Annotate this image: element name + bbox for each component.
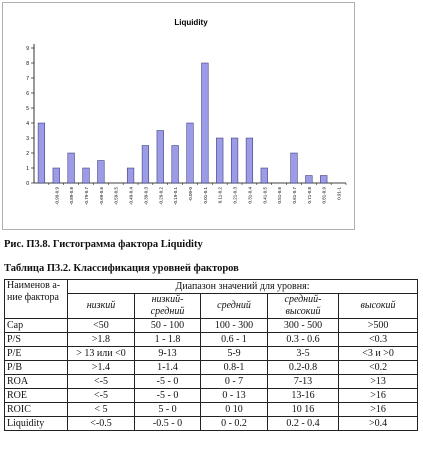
range-value-cell: 0.6 - 1 [201,333,268,347]
histogram-bar [306,176,313,184]
range-value-cell: -5 - 0 [135,375,201,389]
y-tick-label: 8 [26,61,29,67]
range-value-cell: -5 - 0 [135,389,201,403]
range-value-cell: <3 и >0 [339,347,418,361]
level-header: низкий [68,294,135,319]
x-tick-label: -0.79-0.7 [84,187,89,206]
range-value-cell: 50 - 100 [135,319,201,333]
range-value-cell: 0.2-0.8 [268,361,339,375]
y-tick-label: 0 [26,181,29,187]
histogram-bar [291,153,298,183]
range-value-cell: >1.8 [68,333,135,347]
range-value-cell: >16 [339,389,418,403]
y-tick-label: 7 [26,76,29,82]
range-value-cell: >13 [339,375,418,389]
x-tick-label: 0.61-0.7 [292,187,297,204]
x-tick-label: 0.91-1 [336,187,342,200]
range-value-cell: <-5 [68,375,135,389]
x-tick-label: 0.31-0.4 [247,187,253,204]
y-tick-label: 1 [26,166,29,172]
table-row [5,375,418,389]
histogram-bar [98,161,105,184]
histogram-bar [53,168,60,183]
range-value-cell: <50 [68,319,135,333]
table-header-row [5,280,418,294]
table-body [5,319,418,431]
level-header: средний-высокий [268,294,339,319]
factor-name-header [5,280,68,319]
range-value-cell: 0 - 0.2 [201,417,268,431]
table-row [5,333,418,347]
table-row [5,389,418,403]
x-tick-label: -0.39-0.3 [143,187,149,206]
range-value-cell: 300 - 500 [268,319,339,333]
range-value-cell: >16 [339,403,418,417]
x-tick-label: 0.51-0.6 [277,187,283,204]
range-value-cell: 0.3 - 0.6 [268,333,339,347]
x-tick-label: -0.69-0.6 [98,187,104,206]
histogram-bar [231,138,238,183]
y-tick-label: 6 [26,91,29,97]
x-tick-label: 0.21-0.3 [232,187,238,204]
range-value-cell: 13-16 [268,389,339,403]
range-value-cell: 5-9 [201,347,268,361]
range-value-cell: 3-5 [268,347,339,361]
range-value-cell: 0 10 [201,403,268,417]
x-tick-label: 0.81-0.9 [321,187,327,204]
table-row [5,417,418,431]
factor-name-cell: ROE [5,389,68,403]
x-tick-label: -0.09-0 [188,187,193,202]
range-value-cell: >1.4 [68,361,135,375]
range-value-cell: 0 - 13 [201,389,268,403]
x-tick-label: -0.29-0.2 [158,187,164,206]
range-value-cell: <0.2 [339,361,418,375]
range-value-cell: <0.3 [339,333,418,347]
range-value-cell: <-5 [68,389,135,403]
histogram-bar [68,153,75,183]
x-tick-label: -0.99-0.9 [54,187,60,206]
factor-name-cell: ROA [5,375,68,389]
level-header: средний [201,294,268,319]
histogram-bar [127,168,134,183]
x-tick-label: -0.19-0.1 [173,187,179,206]
range-value-cell: >0.4 [339,417,418,431]
table-caption: Таблица П3.2. Классификация уровней факторов [4,263,239,274]
range-value-cell: >500 [339,319,418,333]
factor-name-cell: P/B [5,361,68,375]
range-value-cell: 1 - 1.8 [135,333,201,347]
histogram-bar [142,146,149,184]
range-value-cell: 0 - 7 [201,375,268,389]
x-tick-label: 0.41-0.5 [262,187,268,204]
level-header: низкий-средний [135,294,201,319]
x-tick-label: -0.89-0.8 [69,187,75,206]
factor-classification-table [4,279,418,431]
figure-caption: Рис. П3.8. Гистограмма фактора Liquidity [4,239,203,250]
histogram-bar [157,131,164,184]
table-row [5,361,418,375]
histogram-bar [261,168,268,183]
range-value-cell: 9-13 [135,347,201,361]
histogram-bar [320,176,327,184]
range-value-cell: 0.2 - 0.4 [268,417,339,431]
y-tick-label: 2 [26,151,29,157]
histogram-bar [83,168,90,183]
x-tick-label: -0.59-0.5 [113,187,119,206]
range-value-cell: 100 - 300 [201,319,268,333]
table-row [5,319,418,333]
range-title-header: Диапазон значений для уровня: [68,280,418,294]
range-value-cell: 5 - 0 [135,403,201,417]
factor-name-cell: P/S [5,333,68,347]
histogram-bar [172,146,179,184]
x-tick-label: 0.11-0.2 [217,187,223,204]
histogram-bar [38,123,45,183]
y-tick-label: 4 [26,121,29,127]
range-value-cell: 7-13 [268,375,339,389]
y-tick-label: 3 [26,136,29,142]
x-tick-label: -0.49-0.4 [128,187,134,206]
range-value-cell: < 5 [68,403,135,417]
x-tick-label: 0.71-0.8 [306,187,312,204]
factor-name-cell: ROIC [5,403,68,417]
factor-name-header-text: Наименов а-ние фактора [7,280,61,303]
histogram-bar [216,138,223,183]
x-tick-label: 0.01-0.1 [202,187,208,204]
histogram-chart [2,2,355,230]
table-row [5,403,418,417]
level-header: высокий [339,294,418,319]
table-row [5,347,418,361]
range-value-cell: 0.8-1 [201,361,268,375]
chart-title: Liquidity [174,18,208,27]
histogram-bar [246,138,253,183]
range-value-cell: 10 16 [268,403,339,417]
factor-name-cell: Liquidity [5,417,68,431]
range-value-cell: -0.5 - 0 [135,417,201,431]
factor-name-cell: P/E [5,347,68,361]
chart-plot-area [26,44,346,205]
chart-svg [3,3,354,229]
histogram-bar [187,123,194,183]
factor-name-cell: Cap [5,319,68,333]
y-tick-label: 5 [26,106,29,112]
range-value-cell: > 13 или <0 [68,347,135,361]
range-value-cell: 1-1.4 [135,361,201,375]
histogram-bar [202,63,209,183]
y-tick-label: 9 [26,46,29,52]
range-value-cell: <-0.5 [68,417,135,431]
